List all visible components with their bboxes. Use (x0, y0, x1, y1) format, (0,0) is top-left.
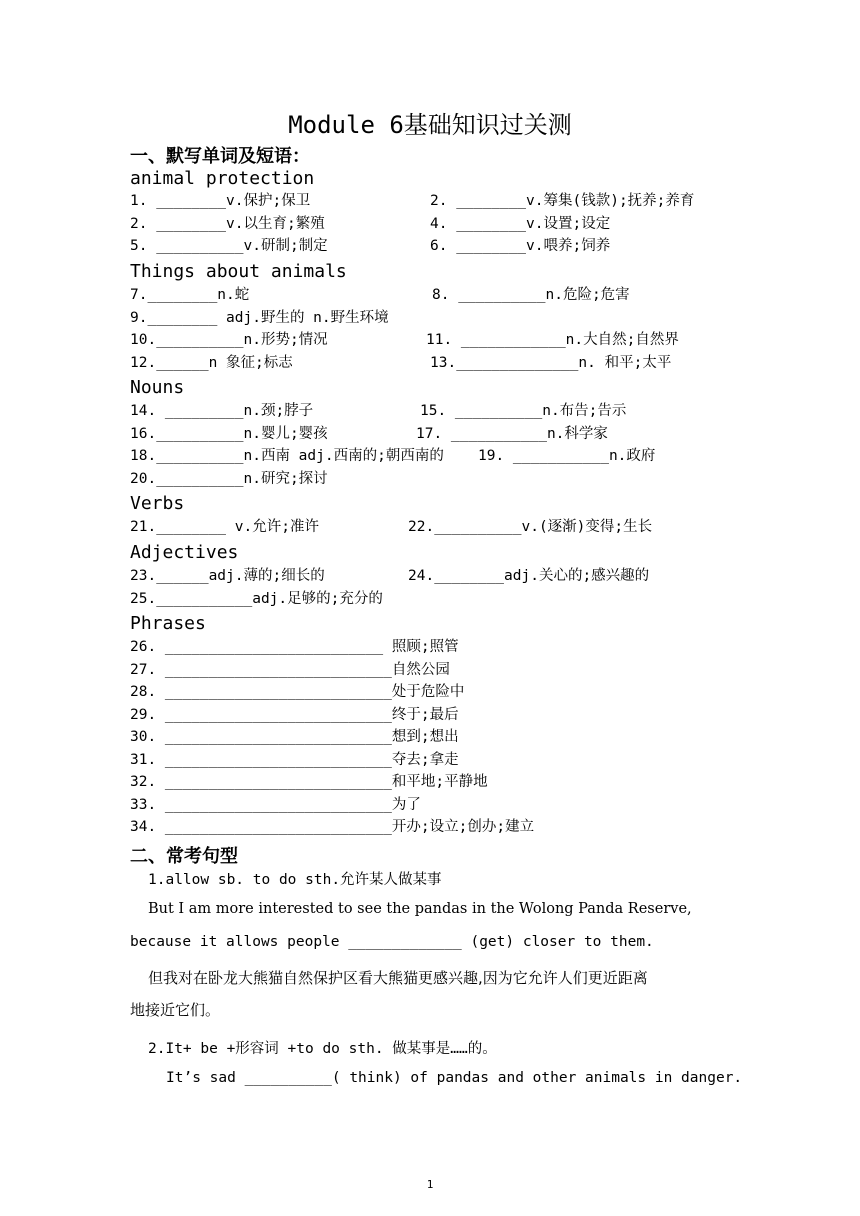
example-sentence-2: It’s sad __________( think) of pandas and other animals in danger. (166, 1070, 743, 1086)
vocab-item: 9.________ adj.野生的 n.野生环境 (130, 310, 389, 326)
vocab-item: 13.______________n. 和平;太平 (430, 355, 672, 371)
subhead-phrases: Phrases (130, 613, 206, 634)
page-number: 1 (426, 1178, 434, 1191)
vocab-item: 4. ________v.设置;设定 (430, 216, 611, 232)
phrase-item: 27. __________________________自然公园 (130, 662, 450, 678)
vocab-item: 16.__________n.婴儿;婴孩 (130, 426, 328, 442)
vocab-item: 8. __________n.危险;危害 (432, 287, 630, 303)
vocab-item: 1. ________v.保护;保卫 (130, 193, 311, 209)
vocab-item: 18.__________n.西南 adj.西南的;朝西南的 (130, 448, 444, 464)
subhead-things-about-animals: Things about animals (130, 261, 347, 282)
page-title: Module 6基础知识过关测 (288, 111, 572, 139)
vocab-item: 23.______adj.薄的;细长的 (130, 568, 325, 584)
vocab-item: 7.________n.蛇 (130, 287, 250, 303)
vocab-item: 15. __________n.布告;告示 (420, 403, 627, 419)
vocab-item: 5. __________v.研制;制定 (130, 238, 328, 254)
vocab-item: 2. ________v.筹集(钱款);抚养;养育 (430, 193, 695, 209)
translation-line-cont: 地接近它们。 (130, 1001, 221, 1019)
phrase-item: 33. __________________________为了 (130, 797, 421, 813)
subhead-verbs: Verbs (130, 493, 185, 514)
section1-heading: 一、默写单词及短语： (130, 146, 310, 167)
vocab-item: 25.___________adj.足够的;充分的 (130, 591, 383, 607)
vocab-item: 21.________ v.允许;准许 (130, 519, 319, 535)
subhead-nouns: Nouns (130, 377, 185, 398)
vocab-item: 11. ____________n.大自然;自然界 (426, 332, 679, 348)
vocab-item: 12.______n 象征;标志 (130, 355, 293, 371)
example-sentence: But I am more interested to see the pandas in the Wolong Panda Reserve, (148, 901, 692, 917)
vocab-item: 10.__________n.形势;情况 (130, 332, 328, 348)
sentence-pattern-2: 2.It+ be +形容词 +to do sth. 做某事是……的。 (148, 1041, 497, 1057)
vocab-item: 14. _________n.颈;脖子 (130, 403, 314, 419)
vocab-item: 17. ___________n.科学家 (416, 426, 608, 442)
translation-line: 但我对在卧龙大熊猫自然保护区看大熊猫更感兴趣,因为它允许人们更近距离 (148, 969, 648, 987)
phrase-item: 30. __________________________想到;想出 (130, 729, 459, 745)
vocab-item: 2. ________v.以生育;繁殖 (130, 216, 325, 232)
vocab-item: 19. ___________n.政府 (478, 448, 656, 464)
sentence-pattern-1: 1.allow sb. to do sth.允许某人做某事 (148, 872, 442, 888)
vocab-item: 24.________adj.关心的;感兴趣的 (408, 568, 650, 584)
vocab-item: 6. ________v.喂养;饲养 (430, 238, 611, 254)
vocab-item: 22.__________v.(逐渐)变得;生长 (408, 519, 653, 535)
section2-heading: 二、常考句型 (130, 846, 238, 867)
phrase-item: 26. _________________________ 照顾;照管 (130, 639, 459, 655)
phrase-item: 28. __________________________处于危险中 (130, 684, 465, 700)
vocab-item: 20.__________n.研究;探讨 (130, 471, 328, 487)
example-sentence-cont: because it allows people _____________ (get) closer to them. (130, 934, 654, 950)
subhead-animal-protection: animal protection (130, 168, 315, 189)
subhead-adjectives: Adjectives (130, 542, 239, 563)
phrase-item: 31. __________________________夺去;拿走 (130, 752, 459, 768)
phrase-item: 29. __________________________终于;最后 (130, 707, 459, 723)
phrase-item: 32. __________________________和平地;平静地 (130, 774, 488, 790)
phrase-item: 34. __________________________开办;设立;创办;建立 (130, 819, 535, 835)
